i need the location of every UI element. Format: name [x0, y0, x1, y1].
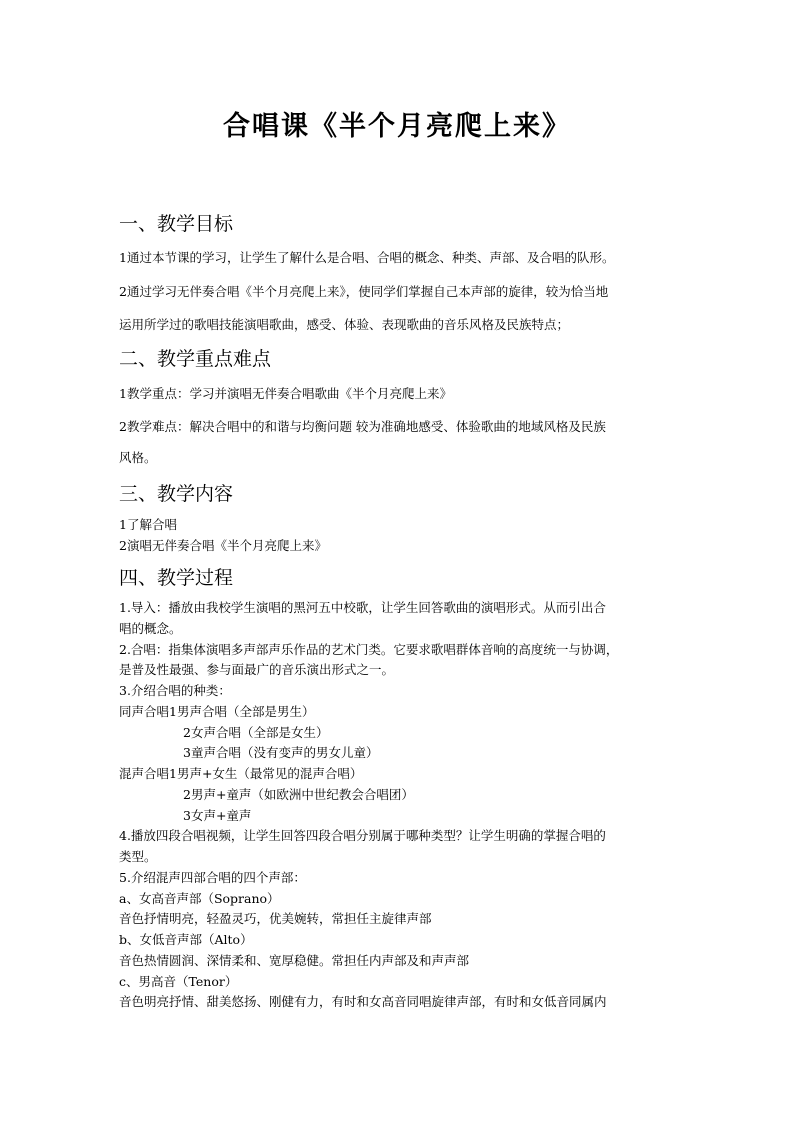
paragraph-line: 唱的概念。: [119, 621, 182, 636]
paragraph-line: 同声合唱1男声合唱（全部是男生）: [119, 704, 315, 719]
paragraph-line: 音色抒情明亮，轻盈灵巧，优美婉转，常担任主旋律声部: [119, 911, 432, 926]
paragraph-line: b、女低音声部（Alto）: [119, 932, 253, 947]
document-title: 合唱课《半个月亮爬上来》: [223, 111, 571, 142]
section-heading: 四、教学过程: [119, 567, 234, 589]
paragraph-line: 4.播放四段合唱视频，让学生回答四段合唱分别属于哪种类型？让学生明确的掌握合唱的: [119, 828, 606, 843]
paragraph-line: 2男声+童声（如欧洲中世纪教会合唱团）: [183, 787, 414, 802]
paragraph-line: 音色热情圆润、深情柔和、宽厚稳健。常担任内声部及和声声部: [119, 953, 470, 968]
paragraph-line: 是普及性最强、参与面最广的音乐演出形式之一。: [119, 662, 395, 677]
section-heading: 一、教学目标: [119, 213, 234, 235]
paragraph-line: c、男高音（Tenor）: [119, 974, 238, 989]
paragraph-line: 2演唱无伴奏合唱《半个月亮爬上来》: [119, 538, 327, 553]
paragraph-line: 2女声合唱（全部是女生）: [183, 725, 329, 740]
paragraph-line: 类型。: [119, 849, 157, 864]
paragraph-line: 1.导入：播放由我校学生演唱的黑河五中校歌，让学生回答歌曲的演唱形式。从而引出合: [119, 600, 606, 615]
section-heading: 三、教学内容: [119, 483, 234, 505]
paragraph-line: 1了解合唱: [119, 517, 177, 532]
paragraph-line: 2.合唱：指集体演唱多声部声乐作品的艺术门类。它要求歌唱群体音响的高度统一与协调，: [119, 642, 619, 657]
section-heading: 二、教学重点难点: [119, 348, 272, 370]
paragraph-line: 混声合唱1男声+女生（最常见的混声合唱）: [119, 766, 363, 781]
paragraph-line: 1通过本节课的学习，让学生了解什么是合唱、合唱的概念、种类、声部、及合唱的队形。: [119, 250, 615, 265]
paragraph-line: 2通过学习无伴奏合唱《半个月亮爬上来》，使同学们掌握自己本声部的旋律，较为恰当地: [119, 284, 609, 299]
paragraph-line: 1教学重点：学习并演唱无伴奏合唱歌曲《半个月亮爬上来》: [119, 386, 452, 401]
paragraph-line: 3.介绍合唱的种类：: [119, 683, 231, 698]
paragraph-line: 3女声+童声: [183, 808, 252, 823]
paragraph-line: 3童声合唱（没有变声的男女儿童）: [183, 745, 379, 760]
paragraph-line: a、女高音声部（Soprano）: [119, 891, 280, 906]
paragraph-line: 2教学难点：解决合唱中的和谐与均衡问题 较为准确地感受、体验歌曲的地域风格及民族: [119, 419, 606, 434]
paragraph-line: 运用所学过的歌唱技能演唱歌曲，感受、体验、表现歌曲的音乐风格及民族特点；: [119, 317, 570, 332]
paragraph-line: 音色明亮抒情、甜美悠扬、刚健有力，有时和女高音同唱旋律声部，有时和女低音同属内: [119, 994, 607, 1009]
paragraph-line: 风格。: [119, 450, 157, 465]
paragraph-line: 5.介绍混声四部合唱的四个声部：: [119, 870, 306, 885]
